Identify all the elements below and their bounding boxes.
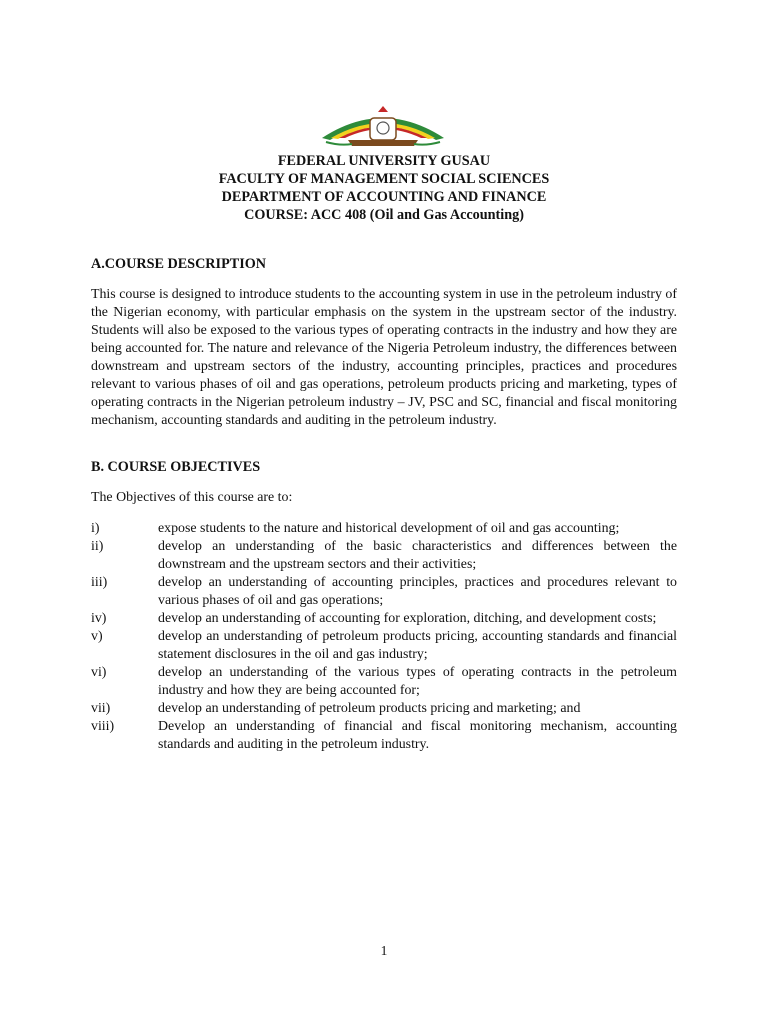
objective-item bbox=[91, 628, 677, 664]
objective-text: develop an understanding of the basic characteristics and differences between the downstream and the upstream sectors and their activities; bbox=[158, 539, 677, 572]
objective-item bbox=[91, 610, 677, 628]
objectives-list bbox=[91, 520, 677, 754]
objective-text: expose students to the nature and historical development of oil and gas accounting; bbox=[158, 521, 620, 536]
department-name: DEPARTMENT OF ACCOUNTING AND FINANCE bbox=[221, 189, 547, 205]
page-number: 1 bbox=[380, 943, 388, 958]
crest-top-mark bbox=[378, 106, 388, 112]
objective-number: viii) bbox=[91, 719, 115, 734]
university-name: FEDERAL UNIVERSITY GUSAU bbox=[277, 153, 491, 169]
objective-text: develop an understanding of accounting principles, practices and procedures relevant to various phases of oil and gas operations; bbox=[158, 575, 677, 608]
objective-text: Develop an understanding of financial and fiscal monitoring mechanism, accounting standards and auditing in the petroleum industry. bbox=[158, 719, 677, 752]
objective-text: develop an understanding of accounting for exploration, ditching, and development costs; bbox=[158, 611, 657, 626]
objective-number: vii) bbox=[91, 701, 111, 716]
course-objectives-heading: B. COURSE OBJECTIVES bbox=[91, 459, 261, 475]
crest-base bbox=[348, 140, 418, 146]
objective-number: iv) bbox=[91, 611, 107, 626]
objective-item bbox=[91, 520, 677, 538]
objective-item bbox=[91, 718, 677, 754]
crest-shield bbox=[370, 118, 396, 140]
course-title: COURSE: ACC 408 (Oil and Gas Accounting) bbox=[244, 207, 524, 223]
objective-text: develop an understanding of petroleum products pricing and marketing; and bbox=[158, 701, 581, 716]
objectives-intro: The Objectives of this course are to: bbox=[91, 490, 293, 505]
objective-item bbox=[91, 574, 677, 610]
crest-leaves-left bbox=[326, 142, 352, 145]
university-crest-logo bbox=[318, 104, 448, 152]
document-header bbox=[0, 152, 768, 224]
course-description-body: This course is designed to introduce students to the accounting system in use in the petroleum industry of the Nigerian economy, with particular emphasis on the system in the upstream sector of the industry. Students will also be exposed to the various types of operating contracts in the industry and how they are being accounted for. The nature and relevance of the Nigeria Petroleum industry, the differences between downstream and upstream sectors of the industry, accounting principles, practices and procedures relevant to various phases of oil and gas operations, petroleum products pricing and marketing, types of operating contracts in the Nigerian petroleum industry – JV, PSC and SC, financial and fiscal monitoring mechanism, accounting standards and auditing in the petroleum industry. bbox=[91, 287, 677, 428]
objective-number: v) bbox=[91, 629, 103, 644]
objective-number: i) bbox=[91, 521, 100, 536]
objective-number: ii) bbox=[91, 539, 104, 554]
objective-item bbox=[91, 700, 677, 718]
objective-item bbox=[91, 538, 677, 574]
objective-number: vi) bbox=[91, 665, 107, 680]
objective-text: develop an understanding of the various types of operating contracts in the petroleum industry and how they are being accounted for; bbox=[158, 665, 677, 698]
faculty-name: FACULTY OF MANAGEMENT SOCIAL SCIENCES bbox=[218, 171, 550, 187]
crest-leaves-right bbox=[414, 142, 440, 145]
objective-text: develop an understanding of petroleum products pricing, accounting standards and financial statement disclosures in the oil and gas industry; bbox=[158, 629, 677, 662]
objective-number: iii) bbox=[91, 575, 108, 590]
course-description-heading: A.COURSE DESCRIPTION bbox=[91, 256, 267, 272]
objective-item bbox=[91, 664, 677, 700]
